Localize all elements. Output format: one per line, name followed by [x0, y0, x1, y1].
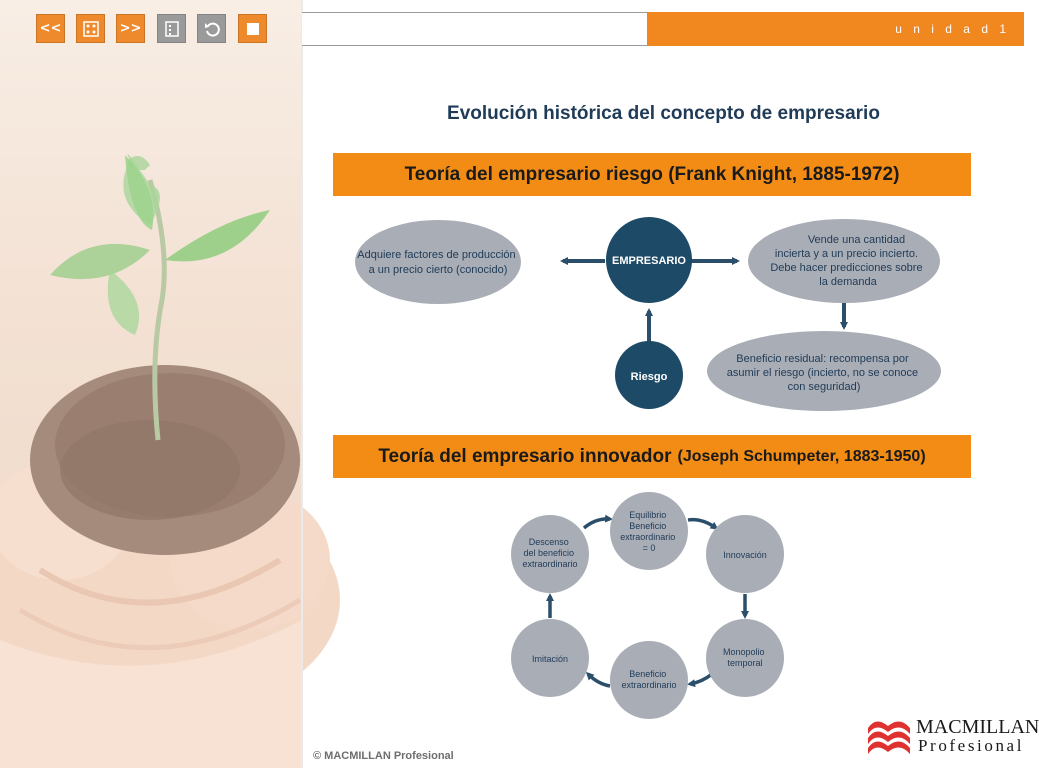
- menu-button[interactable]: [76, 14, 105, 43]
- cycle-node-innovation: [706, 515, 784, 593]
- title-field: [302, 12, 648, 46]
- svg-text:Imitación: Imitación: [531, 654, 569, 664]
- risk-theory-heading: [333, 153, 971, 196]
- svg-text:Innovación: Innovación: [723, 550, 767, 560]
- dice-icon: [83, 21, 99, 37]
- logo-text-macmillan: MACMILLAN: [916, 716, 1039, 738]
- page-title: Evolución histórica del concepto de empresario: [447, 103, 880, 124]
- cycle-node-equilibrium: [610, 492, 688, 570]
- undo-button[interactable]: [197, 14, 226, 43]
- innovator-theory-heading: [333, 435, 971, 478]
- innovation-cycle-diagram: [500, 488, 800, 723]
- cycle-node-imitation: [511, 619, 589, 697]
- unit-label: u n i d a d 1: [895, 22, 1010, 36]
- arrow-cycle-1: [688, 520, 716, 528]
- right-node: [748, 219, 940, 303]
- arrow-cycle-4: [588, 674, 610, 686]
- risk-theory-heading-text: Teoría del empresario riesgo (Frank Knight, 1885-1972): [404, 163, 900, 185]
- next-button[interactable]: [116, 14, 145, 43]
- svg-text:Descenso del beneficio: Descenso del beneficio extraordinario: [522, 537, 578, 569]
- left-node: [355, 220, 521, 304]
- arrow-cycle-3: [690, 674, 712, 684]
- svg-text:Monopolio temporal: Monopolio temporal: [722, 647, 765, 668]
- list-icon: [165, 21, 179, 37]
- arrow-cycle-6: [584, 519, 610, 528]
- right-node-text: Vende una cantidad incierta y a un precio incierto. Debe hacer predicciones sobre la demanda: [770, 234, 923, 288]
- cycle-node-extraordinary-profit: [610, 641, 688, 719]
- cycle-node-profit-decline: [511, 515, 589, 593]
- result-node-text: Beneficio residual: recompensa por asumir el riesgo (incierto, no se conoce con seguridad): [726, 353, 919, 393]
- macmillan-logo-mark: [866, 714, 912, 756]
- unit-banner: [648, 12, 1024, 46]
- svg-text:Beneficio extraordinario: Beneficio extraordinario: [621, 669, 677, 690]
- risk-label: Riesgo: [630, 371, 668, 383]
- logo-text-profesional: Profesional: [918, 736, 1025, 755]
- next-label: >>: [119, 21, 142, 36]
- stop-icon: [246, 22, 260, 36]
- entrepreneur-label: EMPRESARIO: [612, 255, 686, 267]
- plant-in-hands-photo: [0, 0, 302, 768]
- undo-icon: [204, 21, 220, 37]
- innovator-theory-heading-main: Teoría del empresario innovador: [378, 445, 672, 467]
- left-node-text: Adquiere factores de producción a un precio cierto (conocido): [357, 249, 516, 276]
- macmillan-logo: [866, 712, 1039, 758]
- previous-button[interactable]: [36, 14, 65, 43]
- innovator-theory-heading-author: (Joseph Schumpeter, 1883-1950): [677, 447, 926, 465]
- stop-button[interactable]: [238, 14, 267, 43]
- risk-theory-diagram: [333, 205, 973, 415]
- copyright-notice: © MACMILLAN Profesional: [313, 750, 454, 762]
- previous-label: <<: [39, 21, 62, 36]
- cycle-node-monopoly: [706, 619, 784, 697]
- index-button[interactable]: [157, 14, 186, 43]
- svg-text:Equilibrio Beneficio: Equilibrio Beneficio extraordinario = 0: [620, 510, 676, 553]
